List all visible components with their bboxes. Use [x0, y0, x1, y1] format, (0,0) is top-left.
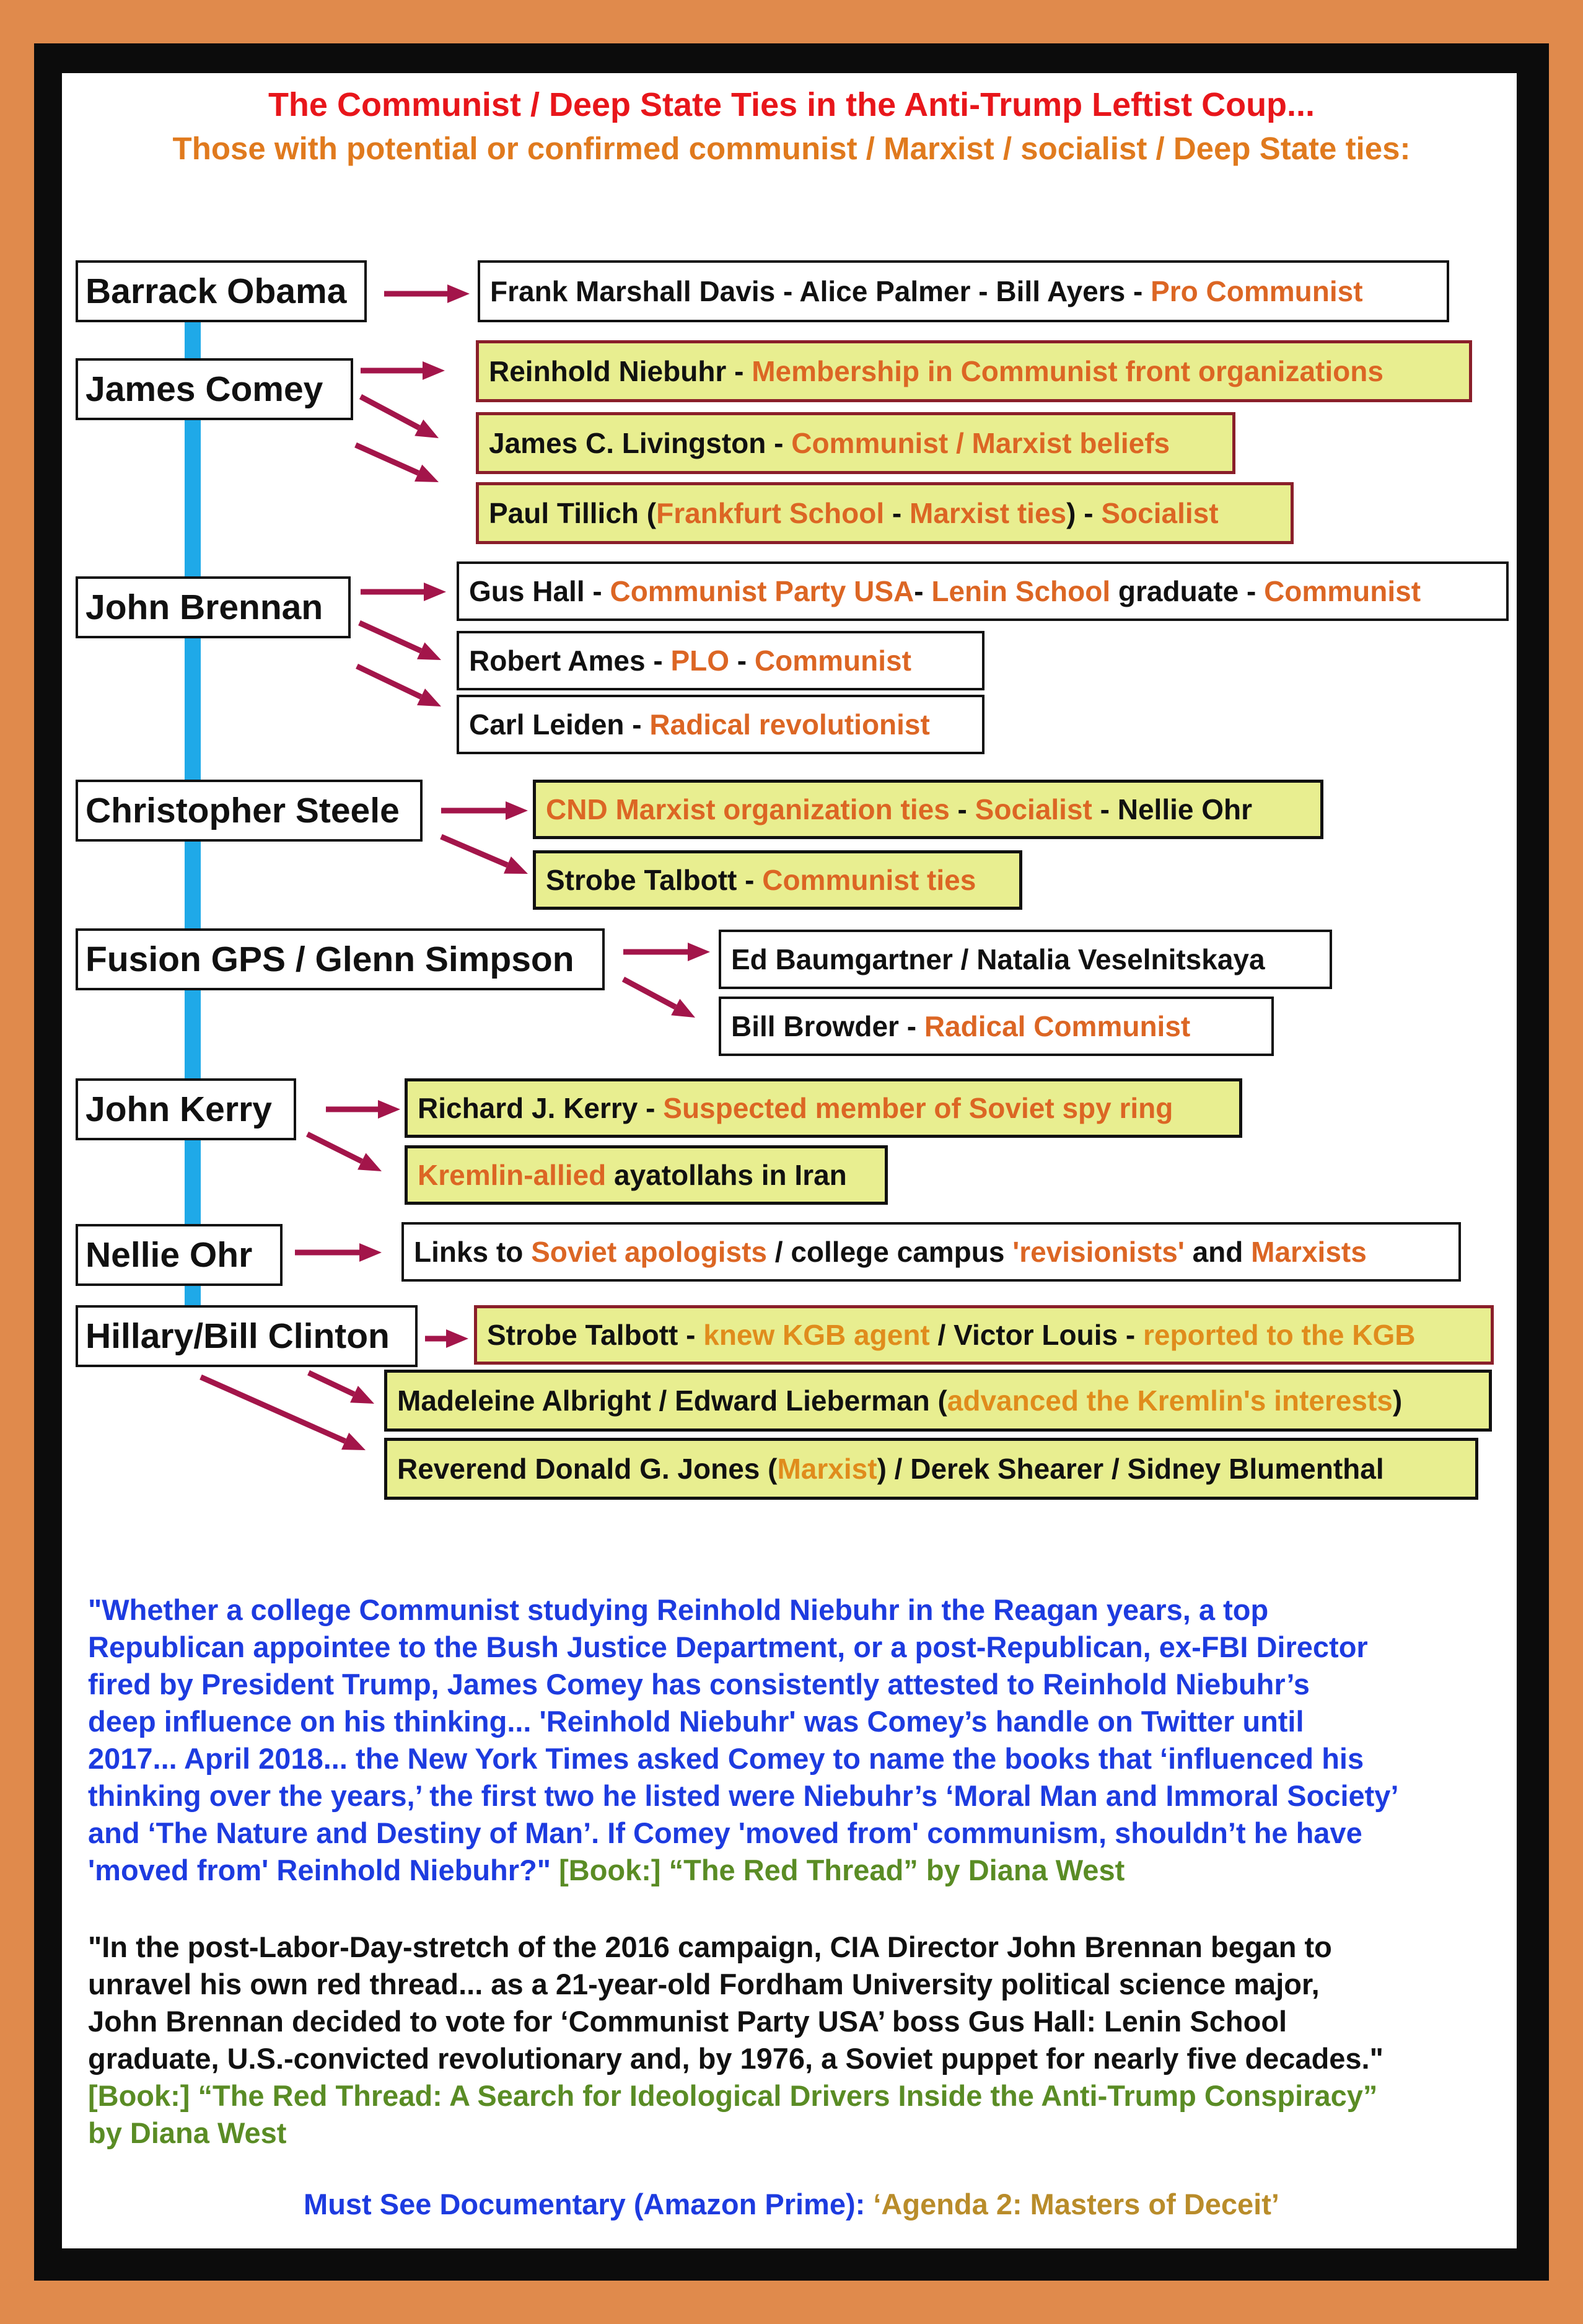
quote-comey-text	[88, 1591, 1507, 1889]
page-title: The Communist / Deep State Ties in the Anti-Trump Leftist Coup...	[268, 86, 1315, 123]
quote-line: 'moved from' Reinhold Niebuhr?" [Book:] “The Red Thread” by Diana West	[88, 1854, 1125, 1886]
tie-box: Robert Ames - PLO - Communist	[457, 631, 984, 690]
tie-box: Frank Marshall Davis - Alice Palmer - Bill Ayers - Pro Communist	[478, 260, 1449, 322]
tie-box: Strobe Talbott - Communist ties	[533, 850, 1022, 910]
quote-brennan	[88, 1929, 1507, 2152]
quote-source: [Book:] “The Red Thread: A Search for Ideological Drivers Inside the Anti-Trump Conspiracy”	[88, 2079, 1378, 2112]
person-4: Christopher Steele	[76, 780, 423, 842]
quote-line: 2017... April 2018... the New York Times asked Comey to name the books that ‘influenced his	[88, 1742, 1364, 1775]
quote-brennan-text	[88, 1929, 1507, 2152]
documentary-note	[0, 2186, 1583, 2223]
quote-line: "In the post-Labor-Day-stretch of the 2016 campaign, CIA Director John Brennan began to	[88, 1930, 1332, 1963]
tie-box: James C. Livingston - Communist / Marxist beliefs	[476, 412, 1235, 474]
quote-line: fired by President Trump, James Comey has consistently attested to Reinhold Niebuhr’s	[88, 1668, 1310, 1701]
documentary-prefix: Must See Documentary (Amazon Prime):	[304, 2188, 874, 2221]
tie-box: Paul Tillich ( Frankfurt School - Marxist ties ) - Socialist	[476, 482, 1294, 544]
tie-box: Kremlin-allied ayatollahs in Iran	[405, 1145, 888, 1205]
tie-box: Madeleine Albright / Edward Lieberman ( advanced the Kremlin's interests )	[384, 1370, 1492, 1432]
quote-line: "Whether a college Communist studying Reinhold Niebuhr in the Reagan years, a top	[88, 1593, 1269, 1626]
quote-line: graduate, U.S.-convicted revolutionary and, by 1976, a Soviet puppet for nearly five decades."	[88, 2042, 1383, 2075]
tie-box: Richard J. Kerry - Suspected member of Soviet spy ring	[405, 1078, 1242, 1138]
quote-line: unravel his own red thread... as a 21-year-old Fordham University political science major,	[88, 1968, 1320, 2000]
documentary-title: ‘Agenda 2: Masters of Deceit’	[873, 2188, 1279, 2221]
quote-source: by Diana West	[88, 2116, 287, 2149]
quote-line: and ‘The Nature and Destiny of Man’. If Comey 'moved from' communism, shouldn’t he have	[88, 1816, 1362, 1849]
quote-source: [Book:] “The Red Thread” by Diana West	[551, 1854, 1125, 1886]
person-6: John Kerry	[76, 1078, 296, 1140]
tie-box: Gus Hall - Communist Party USA - Lenin School graduate - Communist	[457, 561, 1509, 621]
person-5: Fusion GPS / Glenn Simpson	[76, 928, 605, 990]
person-3: John Brennan	[76, 576, 351, 638]
person-2: James Comey	[76, 358, 353, 420]
tie-box: Strobe Talbott - knew KGB agent / Victor Louis - reported to the KGB	[474, 1305, 1494, 1365]
person-1: Barrack Obama	[76, 260, 367, 322]
person-8: Hillary/Bill Clinton	[76, 1305, 418, 1367]
tie-box: Carl Leiden - Radical revolutionist	[457, 695, 984, 754]
quote-line: John Brennan decided to vote for ‘Communist Party USA’ boss Gus Hall: Lenin School	[88, 2005, 1287, 2038]
tie-box: Ed Baumgartner / Natalia Veselnitskaya	[719, 930, 1332, 989]
page-subtitle: Those with potential or confirmed communist / Marxist / socialist / Deep State ties:	[172, 131, 1411, 166]
quote-line: deep influence on his thinking... 'Reinhold Niebuhr' was Comey’s handle on Twitter until	[88, 1705, 1304, 1738]
quote-comey	[88, 1591, 1507, 1889]
tie-box: Links to Soviet apologists / college campus 'revisionists' and Marxists	[401, 1222, 1461, 1282]
tie-box: CND Marxist organization ties - Socialist - Nellie Ohr	[533, 780, 1323, 839]
quote-line: thinking over the years,’ the first two he listed were Niebuhr’s ‘Moral Man and Immoral Society’	[88, 1779, 1399, 1812]
tie-box: Bill Browder - Radical Communist	[719, 997, 1274, 1056]
tie-box: Reinhold Niebuhr - Membership in Communist front organizations	[476, 340, 1472, 402]
quote-line: Republican appointee to the Bush Justice Department, or a post-Republican, ex-FBI Director	[88, 1631, 1368, 1663]
tie-box: Reverend Donald G. Jones ( Marxist ) / Derek Shearer / Sidney Blumenthal	[384, 1438, 1478, 1500]
person-7: Nellie Ohr	[76, 1224, 283, 1286]
